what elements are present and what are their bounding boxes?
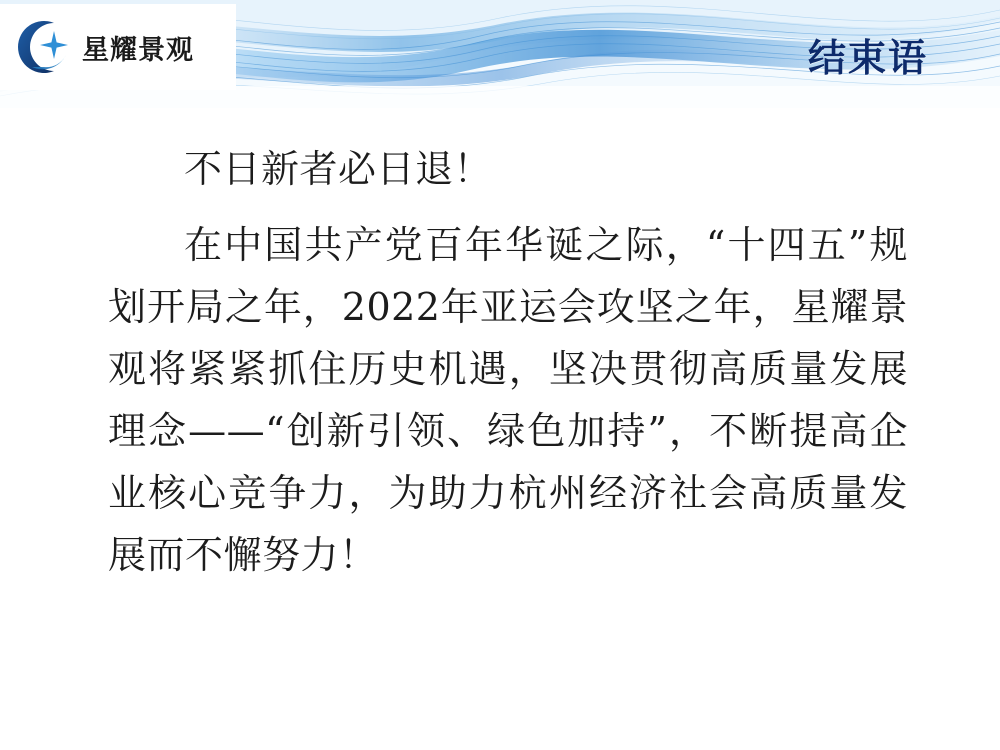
paragraph: 不日新者必日退！ [184, 147, 493, 191]
brand-name: 星耀景观 [82, 34, 194, 66]
crescent-star-logo-icon [14, 17, 74, 77]
body-content [108, 138, 908, 600]
brand-logo [0, 4, 236, 90]
page-title: 结束语 [807, 36, 928, 80]
paragraph: 在中国共产党百年华诞之际，“十四五”规划开局之年，2022年亚运会攻坚之年，星耀景观将紧紧抓住历史机遇，坚决贯彻高质量发展理念——“创新引领、绿色加持”，不断提高企业核心竞争力，为助力杭州经济社会高质量发展而不懈努力！ [108, 223, 908, 577]
